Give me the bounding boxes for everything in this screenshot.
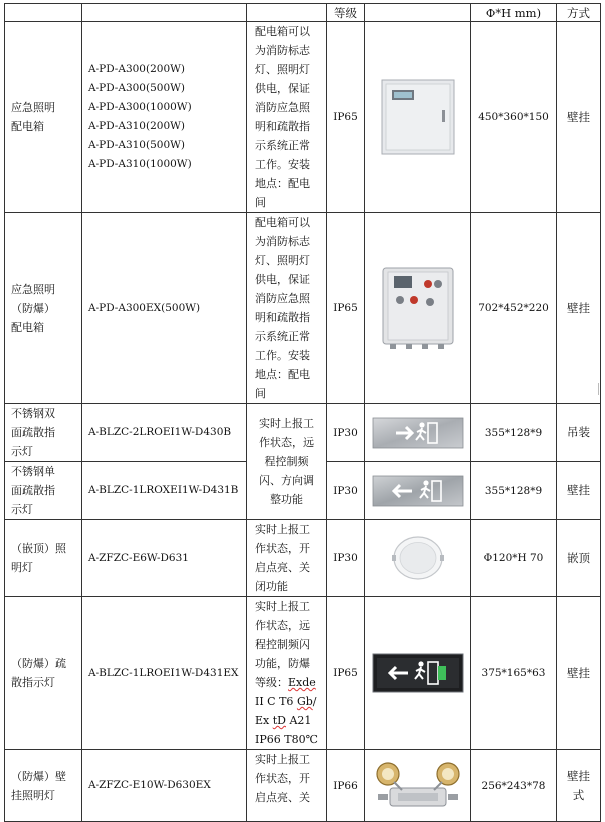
description-fragment: Gb [296,695,313,708]
product-name-line: （防爆）疏 [11,657,66,670]
description-line: 实时上报工 [255,753,310,766]
model-line: A-ZFZC-E6W-D631 [88,551,189,564]
description-line: 实时上报工 [259,417,314,430]
twin-spot-emergency-light-icon [372,758,464,814]
downlight-icon [388,533,448,583]
description-line: 程控制频闪 [255,638,310,651]
description-line: 地点：配电 [255,368,310,381]
description-line: IP66 T80℃ [255,733,318,746]
description-line: 配电箱可以 [255,216,310,229]
description-line: 明和疏散指 [255,311,310,324]
header-cell-size: Φ*H mm) [471,4,557,22]
product-name-cell [5,597,82,750]
description-cell [247,404,327,520]
product-name-line: （嵌顶）照 [11,542,66,555]
mount-type-cell [557,520,601,597]
description-line: 作状态，远 [259,436,314,449]
product-image-cell [365,520,471,597]
exit-sign-right-icon [372,416,464,450]
product-image-cell [365,213,471,404]
description-line: 供电，保证 [255,273,310,286]
model-line: A-PD-A310(1000W) [88,158,192,170]
model-line: A-PD-A300EX(500W) [88,301,201,314]
description-line: 作状态，远 [255,619,310,632]
header-cell-image [365,4,471,22]
description-line: 明和疏散指 [255,120,310,133]
description-line: 灯、照明灯 [255,63,310,76]
header-cell-grade: 等级 [327,4,365,22]
description-fragment: A21 [285,714,312,727]
size-cell: 355*128*9 [471,404,557,462]
description-line: 配电箱可以 [255,25,310,38]
model-line: A-PD-A310(200W) [88,120,186,132]
table-row [5,22,601,213]
description-line: 工作。安装 [255,158,310,171]
size-cell: 256*243*78 [471,750,557,822]
product-name-line: （防爆）壁 [11,769,66,783]
explosion-proof-exit-sign-icon [372,652,464,694]
description-line: 作状态，开 [255,772,310,785]
description-line: 实时上报工 [255,523,310,536]
mount-type-cell [557,462,601,520]
description-line [255,692,322,711]
size-cell: 450*360*150 [471,22,557,213]
product-name-line: 挂照明灯 [11,788,55,802]
ip-grade-cell: IP30 [327,520,365,597]
distribution-box-icon [380,78,456,156]
ip-grade-cell: IP65 [327,213,365,404]
model-cell [82,404,247,462]
product-name-line: 示灯 [11,445,33,458]
product-name-cell [5,750,82,822]
table-row [5,213,601,404]
model-cell [82,520,247,597]
description-line: 工作。安装 [255,349,310,362]
mount-type-line: 式 [572,787,585,802]
mount-type-line: 壁挂 [567,483,590,497]
description-cell [247,597,327,750]
product-image-cell [365,597,471,750]
mount-type-line: 壁挂 [567,768,590,783]
description-line: 闪、方向调 [259,474,314,487]
description-fragment: / [312,695,317,708]
table-row [5,597,601,750]
model-line: A-PD-A310(500W) [88,139,186,151]
product-name-line: 不锈钢双 [11,407,55,420]
product-name-line: 面疏散指 [11,426,55,439]
header-cell-mount: 方式 [557,4,601,22]
description-line: 整功能 [270,493,303,506]
size-cell: 355*128*9 [471,462,557,520]
model-line: A-PD-A300(1000W) [88,101,192,113]
model-line: A-ZFZC-E10W-D630EX [88,779,211,791]
description-line: 间 [255,387,266,400]
product-name-cell [5,462,82,520]
model-cell [82,462,247,520]
explosion-proof-box-icon [380,266,456,350]
description-line: 间 [255,196,266,209]
ip-grade-cell: IP66 [327,750,365,822]
table-row [5,750,601,822]
table-row [5,520,601,597]
mount-type-line: 嵌顶 [567,550,590,565]
product-name-cell [5,22,82,213]
description-line: 灯、照明灯 [255,254,310,267]
product-name-line: 示灯 [11,503,33,516]
description-line: 实时上报工 [255,600,310,613]
table-row [5,404,601,462]
description-line [255,711,322,730]
mount-type-cell [557,750,601,822]
description-line: 为消防标志 [255,235,310,248]
product-image-cell [365,22,471,213]
description-line: 功能，防爆 [255,657,310,670]
ip-grade-cell: IP65 [327,22,365,213]
product-name-line: 不锈钢单 [11,465,55,478]
product-name-line: 面疏散指 [11,484,55,497]
description-line [255,673,322,692]
description-fragment: Ex [255,714,273,727]
size-cell: 702*452*220 [471,213,557,404]
description-fragment: II C T6 [255,695,297,708]
page-edge-marker [598,383,602,395]
product-name-line: 配电箱 [11,320,44,334]
product-name-cell [5,404,82,462]
description-line: 闭功能 [255,580,288,593]
description-line: 启点亮、关 [255,561,310,574]
product-name-line: 应急照明 [11,101,55,114]
model-cell [82,213,247,404]
description-line: 为消防标志 [255,44,310,57]
description-line: 示系统正常 [255,330,310,343]
product-name-line: 配电箱 [11,120,44,133]
mount-type-line: 壁挂 [567,300,590,315]
description-line: 消防应急照 [255,101,310,114]
product-name-cell [5,213,82,404]
product-name-cell [5,520,82,597]
model-cell [82,750,247,822]
description-fragment: tD [272,714,286,727]
exit-sign-left-icon [372,474,464,508]
description-line: 程控制频 [264,455,309,468]
mount-type-cell [557,213,601,404]
mount-type-line: 壁挂 [567,109,590,124]
description-line: 供电，保证 [255,82,310,95]
mount-type-line: 壁挂 [567,665,590,680]
model-line: A-BLZC-2LROEI1W-D430B [88,426,232,438]
mount-type-cell [557,597,601,750]
header-cell-desc [247,4,327,22]
model-line: A-PD-A300(200W) [88,63,186,75]
product-name-line: 应急照明 [11,282,55,296]
mount-type-cell [557,404,601,462]
description-line: 消防应急照 [255,292,310,305]
description-cell [247,750,327,822]
description-line: 作状态，开 [255,542,310,555]
model-line: A-PD-A300(500W) [88,82,186,94]
header-cell-name [5,4,82,22]
header-cell-model [82,4,247,22]
description-cell [247,213,327,404]
product-image-cell [365,404,471,462]
description-line: 示系统正常 [255,139,310,152]
mount-type-cell [557,22,601,213]
size-cell: Φ120*H 70 [471,520,557,597]
ip-grade-cell: IP65 [327,597,365,750]
model-cell [82,22,247,213]
model-cell [82,597,247,750]
ip-grade-cell: IP30 [327,404,365,462]
product-image-cell [365,750,471,822]
model-line: A-BLZC-1LROEI1W-D431EX [88,666,239,679]
description-fragment: 等级： [255,676,288,689]
product-table [4,3,601,822]
description-line: 地点：配电 [255,177,310,190]
description-cell [247,520,327,597]
product-name-line: 散指示灯 [11,676,55,689]
description-cell [247,22,327,213]
product-name-line: （防爆） [11,301,55,315]
ip-grade-cell: IP30 [327,462,365,520]
mount-type-line: 吊装 [567,425,590,439]
description-line: 启点亮、关 [255,791,310,804]
description-fragment: Exde [288,676,316,689]
header-row [5,4,601,22]
size-cell: 375*165*63 [471,597,557,750]
product-image-cell [365,462,471,520]
model-line: A-BLZC-1LROXEI1W-D431B [88,484,239,496]
product-name-line: 明灯 [11,561,33,574]
